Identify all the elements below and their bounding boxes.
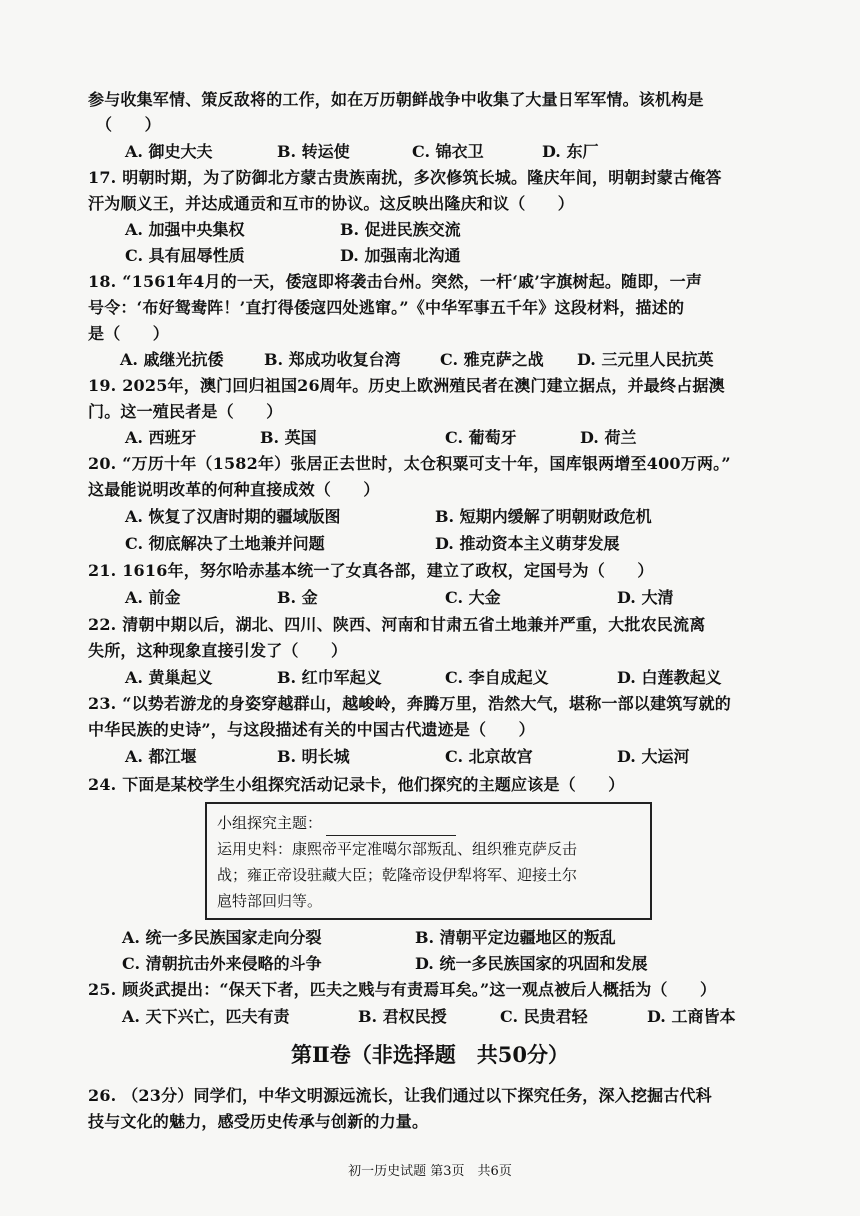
q19-option-b: B. 英国 xyxy=(260,428,317,447)
q18-stem-line3: 是（ ） xyxy=(88,324,170,343)
q20-option-a: A. 恢复了汉唐时期的疆域版图 xyxy=(125,507,341,526)
q22-option-b: B. 红巾军起义 xyxy=(277,668,382,687)
q19-option-d: D. 荷兰 xyxy=(580,428,637,447)
q22-stem-line2: 失所，这种现象直接引发了（ ） xyxy=(88,641,348,660)
page-footer: 初一历史试题 第3页 共6页 xyxy=(348,1164,512,1179)
q23-option-a: A. 都江堰 xyxy=(125,747,197,766)
section-2-title: 第Ⅱ卷（非选择题 共50分） xyxy=(291,1042,569,1067)
q21-option-c: C. 大金 xyxy=(445,588,501,607)
q20-option-d: D. 推动资本主义萌芽发展 xyxy=(435,534,620,553)
q22-option-a: A. 黄巢起义 xyxy=(125,668,213,687)
q16-stem-line1: 参与收集军情、策反敌将的工作，如在万历朝鲜战争中收集了大量日军军情。该机构是 xyxy=(88,90,704,109)
q19-option-a: A. 西班牙 xyxy=(125,428,197,447)
q25-stem-line1: 25. 顾炎武提出：“保天下者，匹夫之贱与有责焉耳矣。”这一观点被后人概括为（ ） xyxy=(88,980,717,999)
q24-stem-line1: 24. 下面是某校学生小组探究活动记录卡，他们探究的主题应该是（ ） xyxy=(88,775,625,794)
q18-stem-line2: 号令：‘布好鸳鸯阵！’直打得倭寇四处逃窜。”《中华军事五千年》这段材料，描述的 xyxy=(88,298,685,317)
q20-stem-line2: 这最能说明改革的何种直接成效（ ） xyxy=(88,480,380,499)
q24-option-b: B. 清朝平定边疆地区的叛乱 xyxy=(415,928,616,947)
card-topic-label: 小组探究主题： xyxy=(217,814,323,832)
q16-option-b: B. 转运使 xyxy=(277,142,350,161)
card-materials-line1: 运用史料：康熙帝平定准噶尔部叛乱、组织雅克萨反击 xyxy=(217,840,578,858)
q16-option-d: D. 东厂 xyxy=(542,142,599,161)
q17-option-b: B. 促进民族交流 xyxy=(340,220,461,239)
q18-option-c: C. 雅克萨之战 xyxy=(440,350,544,369)
q19-stem-line2: 门。这一殖民者是（ ） xyxy=(88,402,283,421)
q17-stem-line1: 17. 明朝时期，为了防御北方蒙古贵族南扰，多次修筑长城。隆庆年间，明朝封蒙古俺答 xyxy=(88,168,722,187)
research-record-card xyxy=(205,802,652,920)
q19-option-c: C. 葡萄牙 xyxy=(445,428,517,447)
q23-option-c: C. 北京故宫 xyxy=(445,747,533,766)
q23-option-b: B. 明长城 xyxy=(277,747,350,766)
q26-stem-line2: 技与文化的魅力，感受历史传承与创新的力量。 xyxy=(88,1112,429,1131)
q20-option-b: B. 短期内缓解了明朝财政危机 xyxy=(435,507,652,526)
q24-option-c: C. 清朝抗击外来侵略的斗争 xyxy=(122,954,322,973)
q18-option-a: A. 戚继光抗倭 xyxy=(120,350,224,369)
q26-stem-line1: 26. （23分）同学们，中华文明源远流长，让我们通过以下探究任务，深入挖掘古代科 xyxy=(88,1086,712,1105)
q21-stem-line1: 21. 1616年，努尔哈赤基本统一了女真各部，建立了政权，定国号为（ ） xyxy=(88,561,654,580)
q16-option-a: A. 御史大夫 xyxy=(125,142,213,161)
q16-option-c: C. 锦衣卫 xyxy=(412,142,484,161)
card-topic-row xyxy=(217,810,640,836)
q24-option-a: A. 统一多民族国家走向分裂 xyxy=(122,928,322,947)
card-materials-line2: 战；雍正帝设驻藏大臣；乾隆帝设伊犁将军、迎接土尔 xyxy=(217,866,578,884)
q23-option-d: D. 大运河 xyxy=(617,747,690,766)
q19-stem-line1: 19. 2025年，澳门回归祖国26周年。历史上欧洲殖民者在澳门建立据点，并最终占据澳 xyxy=(88,376,725,395)
q18-option-b: B. 郑成功收复台湾 xyxy=(264,350,401,369)
q16-answer-blank: （ ） xyxy=(96,115,161,134)
q25-option-a: A. 天下兴亡，匹夫有责 xyxy=(122,1007,290,1026)
q22-option-c: C. 李自成起义 xyxy=(445,668,549,687)
card-materials-line3: 扈特部回归等。 xyxy=(217,892,323,910)
card-topic-blank xyxy=(326,819,456,836)
q20-option-c: C. 彻底解决了土地兼并问题 xyxy=(125,534,325,553)
q21-option-b: B. 金 xyxy=(277,588,318,607)
q21-option-a: A. 前金 xyxy=(125,588,181,607)
q22-option-d: D. 白莲教起义 xyxy=(617,668,722,687)
q20-stem-line1: 20. “万历十年（1582年）张居正去世时，太仓积粟可支十年，国库银两增至400万两。” xyxy=(88,454,731,473)
q18-stem-line1: 18. “1561年4月的一天，倭寇即将袭击台州。突然，一杆‘戚’字旗树起。随即，一声 xyxy=(88,272,703,291)
q17-option-a: A. 加强中央集权 xyxy=(125,220,245,239)
q17-option-d: D. 加强南北沟通 xyxy=(340,246,461,265)
q24-option-d: D. 统一多民族国家的巩固和发展 xyxy=(415,954,648,973)
q18-option-d: D. 三元里人民抗英 xyxy=(577,350,714,369)
q21-option-d: D. 大清 xyxy=(617,588,674,607)
q25-option-d: D. 工商皆本 xyxy=(647,1007,736,1026)
q17-option-c: C. 具有屈辱性质 xyxy=(125,246,245,265)
q17-stem-line2: 汗为顺义王，并达成通贡和互市的协议。这反映出隆庆和议（ ） xyxy=(88,194,575,213)
q22-stem-line1: 22. 清朝中期以后，湖北、四川、陕西、河南和甘肃五省土地兼并严重，大批农民流离 xyxy=(88,615,706,634)
q23-stem-line1: 23. “以势若游龙的身姿穿越群山，越峻岭，奔腾万里，浩然大气，堪称一部以建筑写就的 xyxy=(88,694,732,713)
q25-option-b: B. 君权民授 xyxy=(358,1007,447,1026)
q23-stem-line2: 中华民族的史诗”，与这段描述有关的中国古代遗迹是（ ） xyxy=(88,720,535,739)
q25-option-c: C. 民贵君轻 xyxy=(500,1007,588,1026)
